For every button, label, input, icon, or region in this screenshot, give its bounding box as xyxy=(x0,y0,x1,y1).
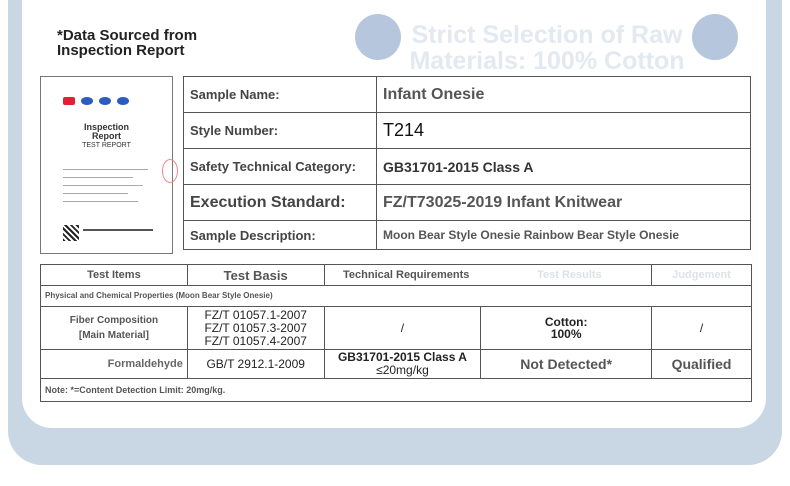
info-row-sample-name xyxy=(184,77,751,113)
note-row xyxy=(41,379,752,402)
detection-limit-note: Note: *=Content Detection Limit: 20mg/kg. xyxy=(41,379,752,402)
info-row-sample-description xyxy=(184,221,751,250)
info-label: Style Number: xyxy=(184,113,377,149)
info-label: Sample Name: xyxy=(184,77,377,113)
thumbnail-title-line2: Report xyxy=(92,131,121,141)
ilac-logo-icon xyxy=(99,97,111,105)
sample-info-table xyxy=(183,76,751,250)
thumbnail-text-line xyxy=(63,185,143,186)
info-value: Infant Onesie xyxy=(377,77,751,113)
test-item-note: [Main Material] xyxy=(78,330,149,341)
technical-requirement-fiber: / xyxy=(324,307,481,350)
source-note-line1: *Data Sourced from xyxy=(57,27,198,44)
test-basis-formaldehyde: GB/T 2912.1-2009 xyxy=(187,350,324,379)
technical-requirement-formaldehyde xyxy=(324,350,481,379)
thumbnail-title-line1: Inspection xyxy=(83,122,129,132)
technical-requirement-line: GB31701-2015 Class A xyxy=(337,350,467,364)
column-header-technical-requirements xyxy=(324,265,651,286)
test-result-line: 100% xyxy=(550,327,582,341)
test-basis-line: FZ/T 01057.4-2007 xyxy=(204,333,307,348)
test-item-fiber xyxy=(41,307,188,350)
judgement-formaldehyde: Qualified xyxy=(652,350,752,379)
thumbnail-text-line xyxy=(63,193,128,194)
thumbnail-footer-line xyxy=(83,229,153,231)
test-item-formaldehyde: Formaldehyde xyxy=(41,350,188,379)
thumbnail-text-line xyxy=(63,169,148,170)
test-results-label: Test Results xyxy=(537,269,602,281)
info-value: FZ/T73025-2019 Infant Knitwear xyxy=(377,185,751,221)
info-row-safety-category xyxy=(184,149,751,185)
judgement-fiber: / xyxy=(652,307,752,350)
inspection-report-thumbnail xyxy=(40,76,173,254)
test-result-fiber xyxy=(481,307,652,350)
source-note-line2: Inspection Report xyxy=(57,42,185,59)
info-value: T214 xyxy=(377,113,751,149)
test-result-formaldehyde: Not Detected* xyxy=(481,350,652,379)
certification-logos xyxy=(63,95,153,107)
source-note xyxy=(57,28,197,58)
test-item-name: Fiber Composition xyxy=(69,315,159,326)
cma-logo-icon xyxy=(63,97,75,105)
column-header-test-items: Test Items xyxy=(41,265,188,286)
qr-code-icon xyxy=(63,225,79,241)
thumbnail-text-line xyxy=(63,201,138,202)
info-row-style-number xyxy=(184,113,751,149)
test-basis-line: FZ/T 01057.3-2007 xyxy=(204,320,307,335)
column-header-test-basis: Test Basis xyxy=(187,265,324,286)
faint-heading: Strict Selection of Raw Materials: 100% Cotton xyxy=(409,21,685,75)
cnas-logo-icon xyxy=(81,97,93,105)
info-value: GB31701-2015 Class A xyxy=(377,149,751,185)
section-row xyxy=(41,286,752,307)
table-header-row xyxy=(41,265,752,286)
table-row-formaldehyde xyxy=(41,350,752,379)
table-row-fiber-composition xyxy=(41,307,752,350)
test-basis-line: FZ/T 01057.1-2007 xyxy=(204,307,307,322)
info-value: Moon Bear Style Onesie Rainbow Bear Style Onesie xyxy=(377,221,751,250)
column-header-judgement: Judgement xyxy=(652,265,752,286)
thumbnail-title xyxy=(41,123,172,150)
lab-logo-icon xyxy=(117,97,129,105)
red-stamp-icon xyxy=(162,159,178,183)
thumbnail-subtitle: TEST REPORT xyxy=(82,142,131,149)
test-results-table xyxy=(40,264,752,402)
test-result-line: Cotton: xyxy=(544,315,588,329)
technical-requirement-line: ≤20mg/kg xyxy=(376,363,429,377)
technical-requirements-label: Technical Requirements xyxy=(343,269,470,281)
section-title: Physical and Chemical Properties (Moon Bear Style Onesie) xyxy=(41,286,752,307)
test-basis-fiber xyxy=(187,307,324,350)
info-label: Safety Technical Category: xyxy=(184,149,377,185)
thumbnail-text-line xyxy=(63,177,133,178)
info-row-execution-standard xyxy=(184,185,751,221)
info-label: Execution Standard: xyxy=(184,185,377,221)
info-label: Sample Description: xyxy=(184,221,377,250)
